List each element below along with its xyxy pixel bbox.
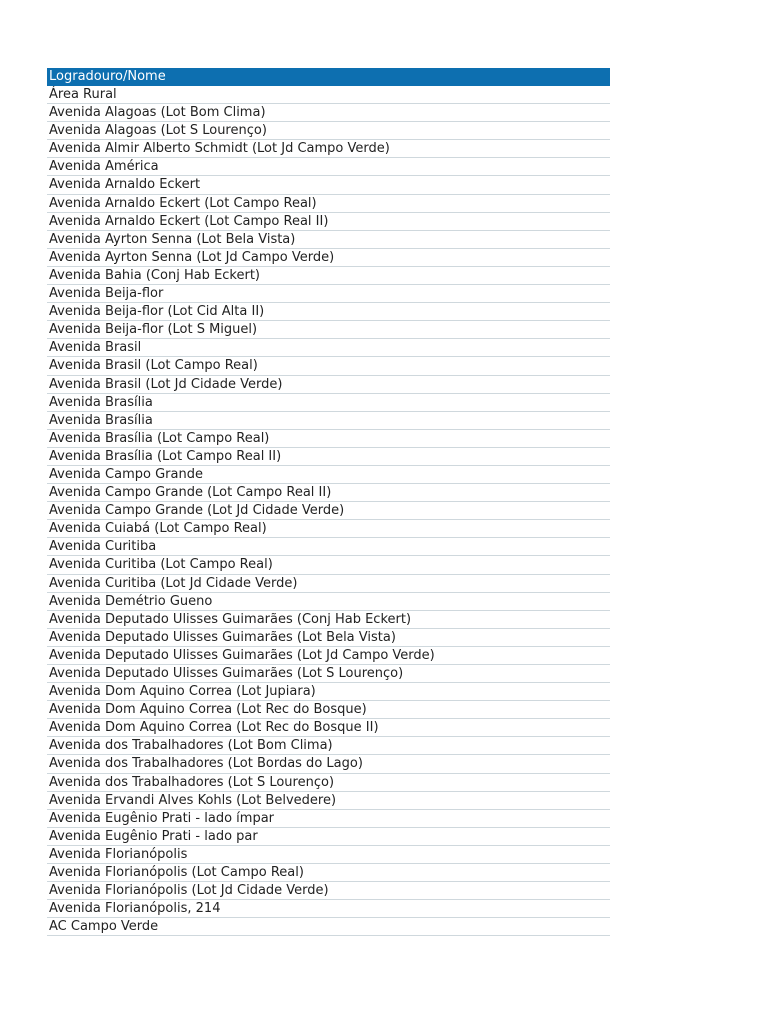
table-row: Avenida Brasília (Lot Campo Real): [47, 430, 610, 448]
table-row: Avenida Brasília: [47, 394, 610, 412]
table-row: Avenida Demétrio Gueno: [47, 593, 610, 611]
table-row: Avenida Deputado Ulisses Guimarães (Lot Bela Vista): [47, 629, 610, 647]
table-row: Avenida Arnaldo Eckert: [47, 176, 610, 194]
table-row: Avenida Deputado Ulisses Guimarães (Lot Jd Campo Verde): [47, 647, 610, 665]
table-row: Avenida Curitiba (Lot Campo Real): [47, 556, 610, 574]
table-row: Avenida Brasil (Lot Jd Cidade Verde): [47, 376, 610, 394]
table-row: Avenida Ayrton Senna (Lot Jd Campo Verde): [47, 249, 610, 267]
table-row: Avenida Eugênio Prati - lado par: [47, 828, 610, 846]
table-row: Avenida dos Trabalhadores (Lot S Lourenço): [47, 774, 610, 792]
table-row: Avenida Cuiabá (Lot Campo Real): [47, 520, 610, 538]
table-row: Avenida dos Trabalhadores (Lot Bom Clima): [47, 737, 610, 755]
table-row: Avenida América: [47, 158, 610, 176]
table-row: Avenida Curitiba (Lot Jd Cidade Verde): [47, 575, 610, 593]
table-row: Avenida Deputado Ulisses Guimarães (Conj Hab Eckert): [47, 611, 610, 629]
table-row: Avenida Arnaldo Eckert (Lot Campo Real): [47, 195, 610, 213]
table-row: Avenida Beija-flor: [47, 285, 610, 303]
table-row: Avenida Brasil (Lot Campo Real): [47, 357, 610, 375]
table-row: Avenida Eugênio Prati - lado ímpar: [47, 810, 610, 828]
table-row: Avenida Alagoas (Lot S Lourenço): [47, 122, 610, 140]
table-row: Avenida Dom Aquino Correa (Lot Jupiara): [47, 683, 610, 701]
table-row: Avenida Almir Alberto Schmidt (Lot Jd Campo Verde): [47, 140, 610, 158]
table-row: Avenida Arnaldo Eckert (Lot Campo Real II): [47, 213, 610, 231]
column-header-logradouro-nome: Logradouro/Nome: [47, 68, 610, 86]
table-row: AC Campo Verde: [47, 918, 610, 936]
table-row: Avenida Campo Grande (Lot Campo Real II): [47, 484, 610, 502]
table-row: Avenida Florianópolis: [47, 846, 610, 864]
table-row: Área Rural: [47, 86, 610, 104]
table-row: Avenida Beija-flor (Lot Cid Alta II): [47, 303, 610, 321]
table-row: Avenida Florianópolis (Lot Jd Cidade Verde): [47, 882, 610, 900]
table-row: Avenida Brasil: [47, 339, 610, 357]
table-row: Avenida Brasília: [47, 412, 610, 430]
table-row: Avenida Campo Grande (Lot Jd Cidade Verde): [47, 502, 610, 520]
table-row: Avenida Alagoas (Lot Bom Clima): [47, 104, 610, 122]
table-row: Avenida Dom Aquino Correa (Lot Rec do Bosque): [47, 701, 610, 719]
table-row: Avenida Florianópolis (Lot Campo Real): [47, 864, 610, 882]
table-row: Avenida dos Trabalhadores (Lot Bordas do Lago): [47, 755, 610, 773]
table-row: Avenida Ervandi Alves Kohls (Lot Belvedere): [47, 792, 610, 810]
table-row: Avenida Brasília (Lot Campo Real II): [47, 448, 610, 466]
table-row: Avenida Campo Grande: [47, 466, 610, 484]
table-row: Avenida Deputado Ulisses Guimarães (Lot S Lourenço): [47, 665, 610, 683]
table-row: Avenida Bahia (Conj Hab Eckert): [47, 267, 610, 285]
street-list: [47, 86, 610, 936]
table-row: Avenida Dom Aquino Correa (Lot Rec do Bosque II): [47, 719, 610, 737]
table-row: Avenida Beija-flor (Lot S Miguel): [47, 321, 610, 339]
table-row: Avenida Florianópolis, 214: [47, 900, 610, 918]
street-table: [47, 68, 610, 936]
table-row: Avenida Curitiba: [47, 538, 610, 556]
table-row: Avenida Ayrton Senna (Lot Bela Vista): [47, 231, 610, 249]
